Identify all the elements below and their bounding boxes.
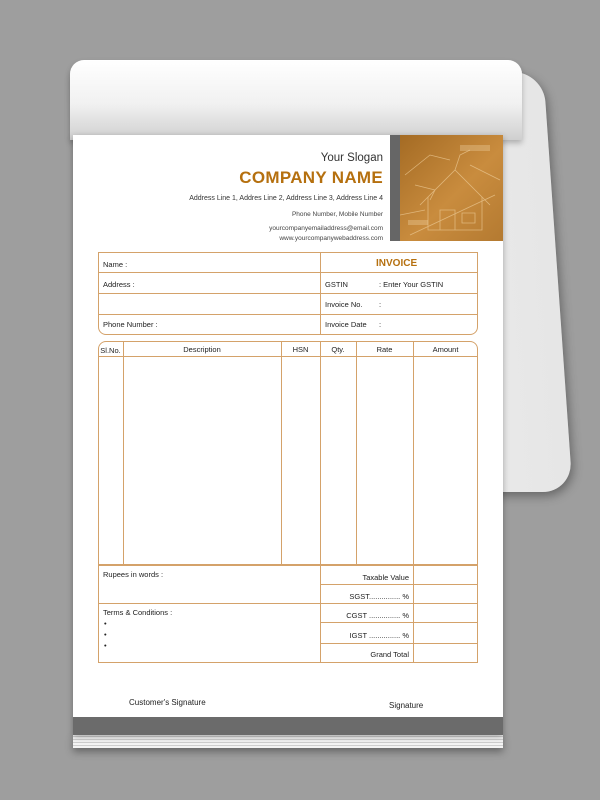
invoice-sheet (73, 135, 503, 735)
table-header-line (98, 356, 478, 357)
authorized-signature-label: Signature (389, 701, 424, 710)
gstin-value: : Enter Your GSTIN (379, 280, 444, 289)
col-line-3 (320, 341, 321, 565)
gstin-label: GSTIN (325, 280, 348, 289)
curled-page-top (70, 60, 522, 140)
totals-line-2 (320, 603, 478, 604)
header-architecture-image (400, 135, 503, 241)
page-stack-edge (73, 734, 503, 748)
sgst-label: SGST............... % (349, 592, 409, 601)
footer-bar (73, 717, 503, 735)
totals-line-3 (320, 622, 478, 623)
invoice-no-colon: : (379, 300, 382, 309)
name-label: Name : (103, 260, 128, 269)
items-table (98, 341, 478, 565)
customer-signature-label: Customer's Signature (129, 698, 206, 707)
address-label: Address : (103, 280, 135, 289)
totals-line-1 (320, 584, 478, 585)
cgst-label: CGST ............... % (346, 611, 409, 620)
col-header-rate: Rate (376, 345, 393, 354)
invoice-date-colon: : (379, 320, 382, 329)
invoice-no-label: Invoice No. (325, 300, 363, 309)
terms-bullet: • (104, 641, 107, 650)
col-header-amount: Amount (432, 345, 459, 354)
col-header-qty: Qty. (331, 345, 345, 354)
rupees-in-words-label: Rupees in words : (103, 570, 164, 579)
col-header-slno: Sl.No. (100, 346, 121, 355)
header-accent-bar (390, 135, 400, 241)
col-header-description: Description (183, 345, 221, 354)
row-line-2 (98, 293, 478, 294)
taxable-value-label: Taxable Value (362, 573, 409, 582)
igst-label: IGST ............... % (349, 631, 409, 640)
company-website: www.yourcompanywebaddress.com (279, 235, 383, 242)
col-line-2 (281, 341, 282, 565)
invoice-title: INVOICE (376, 258, 418, 269)
col-line-1 (123, 341, 124, 565)
company-address: Address Line 1, Addres Line 2, Address Line 3, Address Line 4 (189, 195, 383, 202)
terms-title: Terms & Conditions : (103, 608, 173, 617)
company-name: COMPANY NAME (239, 168, 383, 187)
company-phone: Phone Number, Mobile Number (291, 211, 383, 218)
terms-bullet: • (104, 630, 107, 639)
company-slogan: Your Slogan (320, 152, 383, 164)
row-line-3 (98, 314, 478, 315)
company-email: yourcompanyemailaddress@email.com (269, 225, 383, 232)
terms-bullet: • (104, 619, 107, 628)
col-line-4 (356, 341, 357, 565)
col-line-5 (413, 341, 414, 565)
row-line-1 (98, 272, 478, 273)
words-terms-line (98, 603, 320, 604)
invoice-date-label: Invoice Date (325, 320, 367, 329)
totals-value-divider (413, 565, 414, 663)
totals-divider (320, 565, 321, 663)
grand-total-label: Grand Total (370, 650, 409, 659)
totals-line-4 (320, 643, 478, 644)
col-header-hsn: HSN (292, 345, 309, 354)
phone-label: Phone Number : (103, 320, 158, 329)
